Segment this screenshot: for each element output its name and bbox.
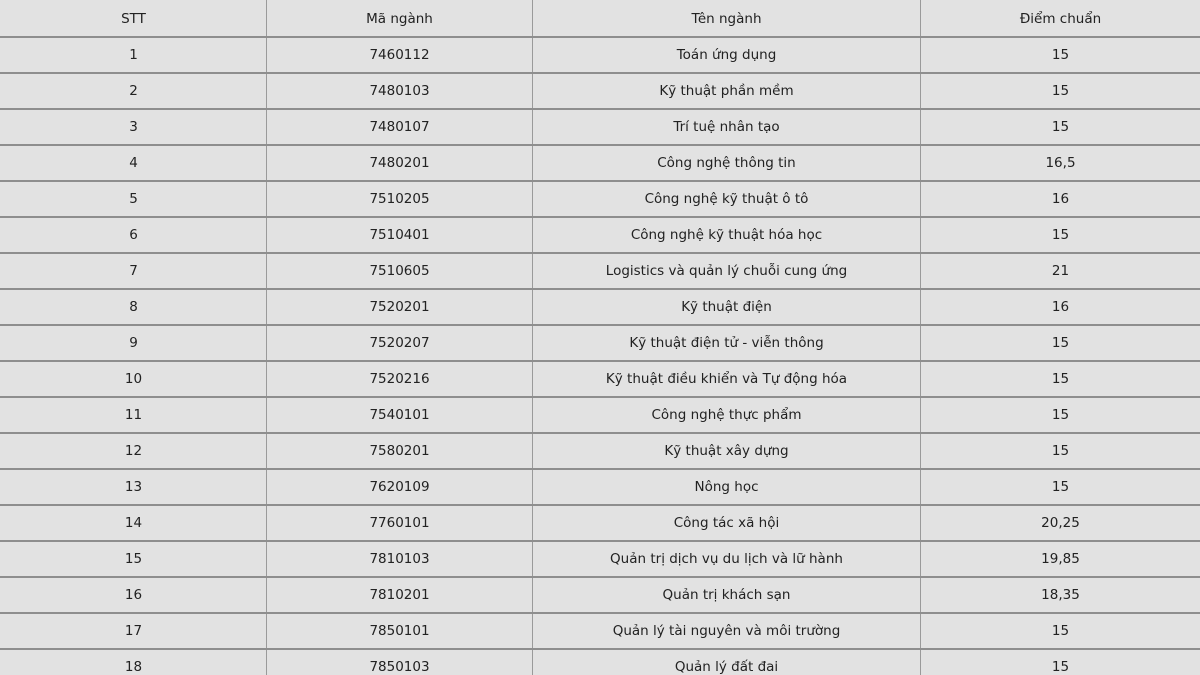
cell-stt: 13 (1, 469, 267, 505)
cell-major-code: 7760101 (267, 505, 533, 541)
cell-major-code: 7460112 (267, 37, 533, 73)
table-row (1, 541, 1200, 577)
cell-major-code: 7480107 (267, 109, 533, 145)
table-row (1, 37, 1200, 73)
cell-major-name: Logistics và quản lý chuỗi cung ứng (533, 253, 921, 289)
cell-stt: 17 (1, 613, 267, 649)
cell-major-code: 7540101 (267, 397, 533, 433)
cell-stt: 9 (1, 325, 267, 361)
cell-stt: 8 (1, 289, 267, 325)
table-row (1, 289, 1200, 325)
cell-major-code: 7520201 (267, 289, 533, 325)
header-cutoff-score: Điểm chuẩn (921, 1, 1200, 38)
cell-major-code: 7510205 (267, 181, 533, 217)
cell-cutoff-score: 15 (921, 73, 1200, 109)
cell-major-code: 7510605 (267, 253, 533, 289)
cell-cutoff-score: 15 (921, 109, 1200, 145)
cell-major-name: Kỹ thuật điện (533, 289, 921, 325)
table-row (1, 253, 1200, 289)
cell-major-name: Kỹ thuật phần mềm (533, 73, 921, 109)
cell-cutoff-score: 15 (921, 433, 1200, 469)
cell-major-name: Công nghệ kỹ thuật ô tô (533, 181, 921, 217)
cell-cutoff-score: 16,5 (921, 145, 1200, 181)
cell-major-name: Quản lý đất đai (533, 649, 921, 675)
cell-stt: 16 (1, 577, 267, 613)
cell-cutoff-score: 16 (921, 289, 1200, 325)
cell-major-code: 7810103 (267, 541, 533, 577)
cell-stt: 15 (1, 541, 267, 577)
table-row (1, 325, 1200, 361)
cell-stt: 14 (1, 505, 267, 541)
cell-stt: 10 (1, 361, 267, 397)
cell-cutoff-score: 19,85 (921, 541, 1200, 577)
cell-major-name: Kỹ thuật xây dựng (533, 433, 921, 469)
cell-major-name: Quản lý tài nguyên và môi trường (533, 613, 921, 649)
cell-major-name: Trí tuệ nhân tạo (533, 109, 921, 145)
header-row (1, 1, 1200, 38)
cell-cutoff-score: 15 (921, 37, 1200, 73)
table-row (1, 109, 1200, 145)
cell-cutoff-score: 15 (921, 469, 1200, 505)
cell-major-code: 7850101 (267, 613, 533, 649)
cell-major-name: Nông học (533, 469, 921, 505)
cell-major-name: Quản trị dịch vụ du lịch và lữ hành (533, 541, 921, 577)
cell-stt: 6 (1, 217, 267, 253)
cell-cutoff-score: 15 (921, 217, 1200, 253)
cell-major-name: Kỹ thuật điện tử - viễn thông (533, 325, 921, 361)
header-major-code: Mã ngành (267, 1, 533, 38)
cell-cutoff-score: 15 (921, 325, 1200, 361)
cell-major-code: 7520216 (267, 361, 533, 397)
cell-cutoff-score: 21 (921, 253, 1200, 289)
cell-cutoff-score: 15 (921, 613, 1200, 649)
cell-stt: 2 (1, 73, 267, 109)
table-row (1, 613, 1200, 649)
cell-major-code: 7580201 (267, 433, 533, 469)
table-row (1, 397, 1200, 433)
cell-major-code: 7480103 (267, 73, 533, 109)
table-header (1, 1, 1200, 38)
cell-cutoff-score: 16 (921, 181, 1200, 217)
table-row (1, 649, 1200, 675)
cell-major-name: Toán ứng dụng (533, 37, 921, 73)
cell-stt: 12 (1, 433, 267, 469)
table-row (1, 145, 1200, 181)
cell-major-code: 7480201 (267, 145, 533, 181)
cell-stt: 4 (1, 145, 267, 181)
cell-major-name: Công tác xã hội (533, 505, 921, 541)
cell-major-name: Quản trị khách sạn (533, 577, 921, 613)
table-row (1, 73, 1200, 109)
table-row (1, 469, 1200, 505)
cell-cutoff-score: 15 (921, 649, 1200, 675)
table-row (1, 505, 1200, 541)
table-row (1, 181, 1200, 217)
cell-major-name: Công nghệ thực phẩm (533, 397, 921, 433)
table-row (1, 577, 1200, 613)
cell-cutoff-score: 18,35 (921, 577, 1200, 613)
cell-stt: 7 (1, 253, 267, 289)
table-row (1, 433, 1200, 469)
cell-major-code: 7520207 (267, 325, 533, 361)
cell-cutoff-score: 15 (921, 361, 1200, 397)
table-row (1, 361, 1200, 397)
cell-cutoff-score: 15 (921, 397, 1200, 433)
cell-stt: 1 (1, 37, 267, 73)
cell-major-name: Công nghệ kỹ thuật hóa học (533, 217, 921, 253)
cell-stt: 5 (1, 181, 267, 217)
header-major-name: Tên ngành (533, 1, 921, 38)
cell-major-code: 7620109 (267, 469, 533, 505)
cell-stt: 3 (1, 109, 267, 145)
cell-stt: 18 (1, 649, 267, 675)
cell-stt: 11 (1, 397, 267, 433)
cell-major-code: 7510401 (267, 217, 533, 253)
header-stt: STT (1, 1, 267, 38)
cell-cutoff-score: 20,25 (921, 505, 1200, 541)
cell-major-code: 7850103 (267, 649, 533, 675)
table-body (1, 37, 1200, 675)
cell-major-name: Công nghệ thông tin (533, 145, 921, 181)
cell-major-code: 7810201 (267, 577, 533, 613)
table-row (1, 217, 1200, 253)
cell-major-name: Kỹ thuật điều khiển và Tự động hóa (533, 361, 921, 397)
